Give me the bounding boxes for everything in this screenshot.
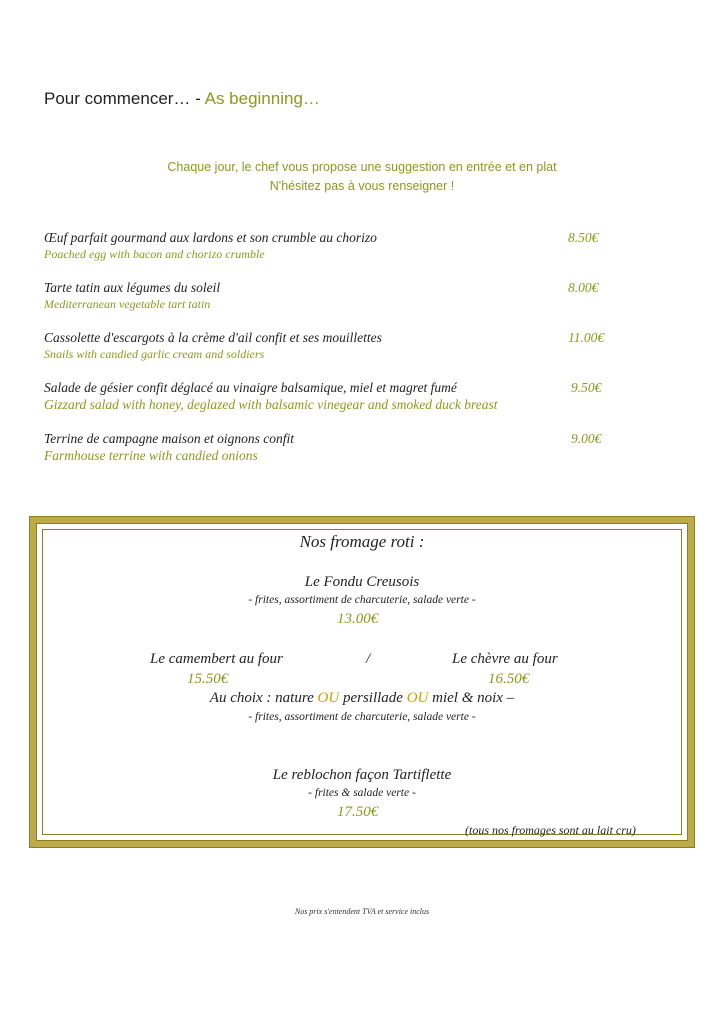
starter-5-name: Terrine de campagne maison et oignons confit xyxy=(44,431,294,446)
starter-2-translation: Mediterranean vegetable tart tatin xyxy=(44,297,211,311)
chevre-name: Le chèvre au four xyxy=(452,651,558,667)
reblochon-name: Le reblochon façon Tartiflette xyxy=(272,767,452,783)
cheese-title: Nos fromage roti : xyxy=(299,532,425,551)
duo-sides: - frites, assortiment de charcuterie, salade verte - xyxy=(248,711,476,723)
starter-4-name: Salade de gésier confit déglacé au vinaigre balsamique, miel et magret fumé xyxy=(44,380,457,395)
choice-or-2: OU xyxy=(406,690,429,706)
starter-5-translation: Farmhouse terrine with candied onions xyxy=(44,448,258,463)
chef-notice-line1: Chaque jour, le chef vous propose une suggestion en entrée et en plat xyxy=(167,160,557,174)
starter-3-name: Cassolette d'escargots à la crème d'ail confit et ses mouillettes xyxy=(44,330,382,345)
starter-3-price: 11.00€ xyxy=(568,330,605,345)
fondu-name: Le Fondu Creusois xyxy=(304,574,420,590)
starter-2-name: Tarte tatin aux légumes du soleil xyxy=(44,280,221,295)
chevre-price: 16.50€ xyxy=(488,671,530,687)
price-footnote: Nos prix s'entendent TVA et service inclus xyxy=(294,907,430,916)
fondu-price: 13.00€ xyxy=(337,611,379,627)
choice-prefix: Au choix : nature xyxy=(209,690,318,706)
duo-separator: / xyxy=(366,651,371,667)
choice-suffix: miel & noix – xyxy=(428,690,515,706)
raw-milk-note: (tous nos fromages sont au lait cru) xyxy=(465,823,636,837)
reblochon-sides: - frites & salade verte - xyxy=(308,787,416,799)
section-heading xyxy=(44,89,320,109)
starter-4-translation: Gizzard salad with honey, deglazed with balsamic vinegear and smoked duck breast xyxy=(44,397,498,412)
starter-4-price: 9.50€ xyxy=(571,380,602,395)
heading-en: As beginning… xyxy=(204,89,320,108)
heading-fr: Pour commencer… - xyxy=(44,89,205,108)
reblochon-price: 17.50€ xyxy=(337,804,379,820)
starter-1-name: Œuf parfait gourmand aux lardons et son crumble au chorizo xyxy=(44,230,377,245)
starter-1-translation: Poached egg with bacon and chorizo crumble xyxy=(44,247,265,261)
choice-or-1: OU xyxy=(317,690,340,706)
starter-3-translation: Snails with candied garlic cream and soldiers xyxy=(44,347,265,361)
fondu-sides: - frites, assortiment de charcuterie, salade verte - xyxy=(248,594,476,606)
starter-1-price: 8.50€ xyxy=(568,230,599,245)
starter-2-price: 8.00€ xyxy=(568,280,599,295)
duo-choice xyxy=(0,690,724,707)
camembert-name: Le camembert au four xyxy=(150,651,283,667)
choice-mid: persillade xyxy=(339,690,407,706)
chef-notice-line2: N'hésitez pas à vous renseigner ! xyxy=(269,179,455,193)
starter-5-price: 9.00€ xyxy=(571,431,602,446)
camembert-price: 15.50€ xyxy=(187,671,229,687)
